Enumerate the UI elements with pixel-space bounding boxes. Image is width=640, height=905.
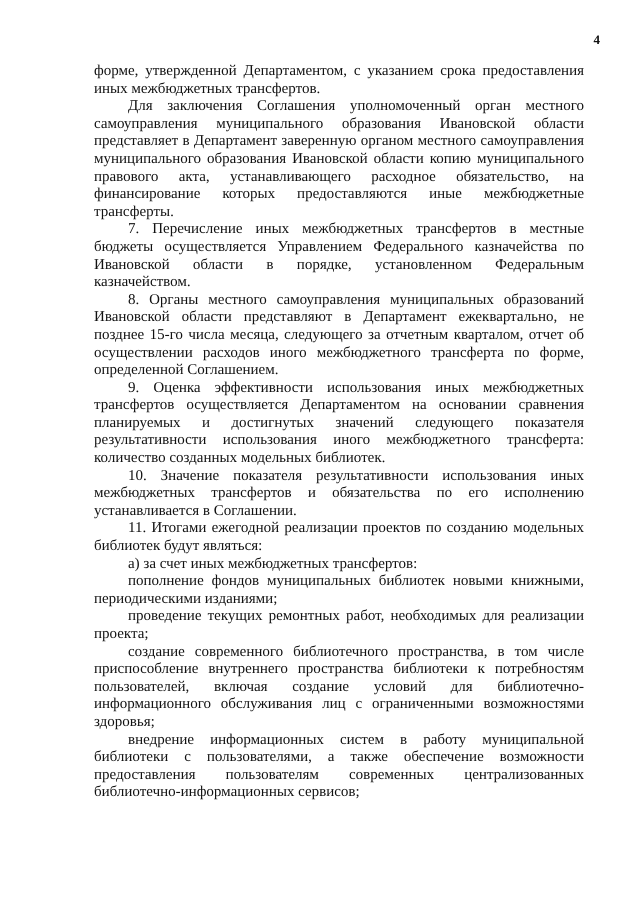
paragraph-item-10: 10. Значение показателя результативности использования иных межбюджетных трансфертов и обязательства по его исполнению устанавливается в Соглашении.	[94, 467, 584, 519]
document-body	[94, 63, 584, 802]
paragraph-fund-replenishment: пополнение фондов муниципальных библиотек новыми книжными, периодическими изданиями;	[94, 573, 584, 607]
paragraph-continuation: форме, утвержденной Департаментом, с указанием срока предоставления иных межбюджетных трансфертов.	[94, 63, 584, 97]
paragraph-agreement-conclusion: Для заключения Соглашения уполномоченный орган местного самоуправления муниципального образования Ивановской области представляет в Департамент заверенную органом местного самоуправления муниципального образования Ивановской области копию муниципального правового акта, устанавливающего расходное обязательство, на финансирование которых предоставляются иные межбюджетные трансферты.	[94, 98, 584, 220]
paragraph-item-11: 11. Итогами ежегодной реализации проектов по созданию модельных библиотек будут являться:	[94, 520, 584, 555]
paragraph-item-7: 7. Перечисление иных межбюджетных трансфертов в местные бюджеты осуществляется Управлением Федерального казначейства по Ивановской области в порядке, установленном Федеральным казначейством.	[94, 221, 584, 291]
paragraph-repair-works: проведение текущих ремонтных работ, необходимых для реализации проекта;	[94, 608, 584, 642]
paragraph-item-8: 8. Органы местного самоуправления муниципальных образований Ивановской области представляют в Департамент ежеквартально, не позднее 15-го числа месяца, следующего за отчетным кварталом, отчет об осуществлении расходов иного межбюджетного трансферта по форме, определенной Соглашением.	[94, 291, 584, 379]
paragraph-information-systems: внедрение информационных систем в работу муниципальной библиотеки с пользователями, а также обеспечение возможности предоставления пользователям современных централизованных библиотечно-информационных сервисов;	[94, 731, 584, 801]
paragraph-library-space: создание современного библиотечного пространства, в том числе приспособление внутреннего пространства библиотеки к потребностям пользователей, включая создание условий для библиотечно-информационного обслуживания лиц с ограниченными возможностями здоровья;	[94, 643, 584, 730]
paragraph-item-9: 9. Оценка эффективности использования иных межбюджетных трансфертов осуществляется Департаментом на основании сравнения планируемых и достигнутых значений следующего показателя результативности использования иного межбюджетного трансферта: количество созданных модельных библиотек.	[94, 379, 584, 467]
paragraph-subitem-a: а) за счет иных межбюджетных трансфертов:	[128, 555, 418, 572]
page-number: 4	[593, 32, 600, 47]
